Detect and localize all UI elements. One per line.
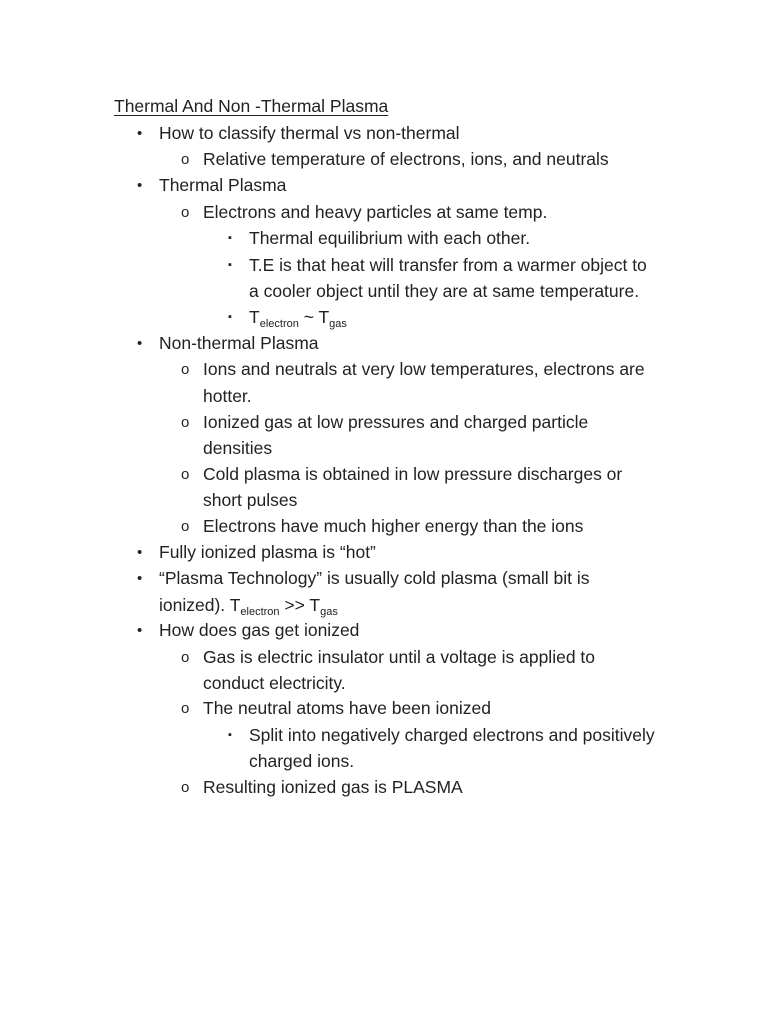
formula-text: T — [249, 307, 260, 327]
formula-text: ionized). T — [159, 595, 241, 615]
list-item-continuation: conduct electricity. — [203, 673, 346, 693]
list-item: Electrons and heavy particles at same temp. — [203, 202, 548, 222]
list-item-formula — [159, 595, 338, 616]
formula-subscript: electron — [259, 318, 299, 330]
list-item: Resulting ionized gas is PLASMA — [203, 777, 463, 797]
list-item: Split into negatively charged electrons and positively — [249, 725, 655, 745]
list-item: Non-thermal Plasma — [159, 333, 319, 353]
list-item-continuation: densities — [203, 438, 273, 458]
bullet-marker: • — [137, 622, 143, 639]
list-item-continuation: a cooler object until they are at same temperature. — [249, 281, 640, 301]
list-item: How to classify thermal vs non-thermal — [159, 123, 460, 143]
list-item: T.E is that heat will transfer from a warmer object to — [249, 255, 647, 275]
list-item: “Plasma Technology” is usually cold plasma (small bit is — [159, 568, 590, 588]
circle-marker: o — [181, 649, 190, 666]
list-item-formula — [249, 307, 347, 328]
circle-marker: o — [181, 466, 190, 483]
bullet-marker: • — [137, 544, 143, 561]
bullet-marker: • — [137, 335, 143, 352]
list-item: Thermal Plasma — [159, 175, 287, 195]
square-marker: ▪ — [228, 259, 232, 271]
formula-text: >> T — [279, 595, 321, 615]
circle-marker: o — [181, 518, 190, 535]
bullet-marker: • — [137, 125, 143, 142]
circle-marker: o — [181, 779, 190, 796]
list-item-continuation: charged ions. — [249, 751, 355, 771]
list-item: The neutral atoms have been ionized — [203, 698, 491, 718]
square-marker: ▪ — [228, 232, 232, 244]
formula-subscript: electron — [240, 606, 280, 618]
list-item: Thermal equilibrium with each other. — [249, 228, 531, 248]
square-marker: ▪ — [228, 311, 232, 323]
list-item: Gas is electric insulator until a voltage is applied to — [203, 647, 596, 667]
circle-marker: o — [181, 700, 190, 717]
formula-subscript: gas — [329, 318, 347, 330]
square-marker: ▪ — [228, 729, 232, 741]
list-item: Ions and neutrals at very low temperatures, electrons are — [203, 359, 645, 379]
list-item: Cold plasma is obtained in low pressure discharges or — [203, 464, 623, 484]
list-item: Relative temperature of electrons, ions, and neutrals — [203, 149, 609, 169]
list-item: Ionized gas at low pressures and charged particle — [203, 412, 589, 432]
circle-marker: o — [181, 151, 190, 168]
bullet-marker: • — [137, 177, 143, 194]
formula-subscript: gas — [320, 606, 338, 618]
circle-marker: o — [181, 414, 190, 431]
circle-marker: o — [181, 361, 190, 378]
list-item: How does gas get ionized — [159, 620, 360, 640]
list-item-continuation: hotter. — [203, 386, 252, 406]
circle-marker: o — [181, 204, 190, 221]
list-item-continuation: short pulses — [203, 490, 298, 510]
list-item: Fully ionized plasma is “hot” — [159, 542, 376, 562]
bullet-marker: • — [137, 570, 143, 587]
list-item: Electrons have much higher energy than the ions — [203, 516, 584, 536]
page-title: Thermal And Non -Thermal Plasma — [114, 96, 389, 116]
formula-text: ~ T — [298, 307, 330, 327]
